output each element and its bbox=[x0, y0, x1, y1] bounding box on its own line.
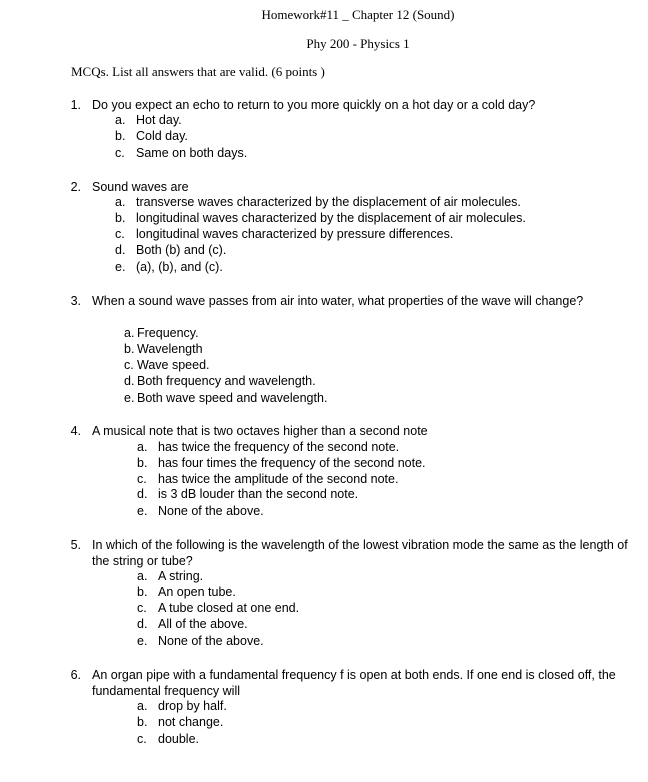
option-text: Both wave speed and wavelength. bbox=[137, 391, 328, 405]
option-a bbox=[137, 699, 227, 714]
option-text: Hot day. bbox=[136, 113, 182, 127]
option-b bbox=[124, 342, 203, 357]
option-letter: e. bbox=[115, 260, 126, 274]
question-number: 2. bbox=[70, 180, 81, 194]
option-letter: b. bbox=[115, 211, 126, 225]
option-letter: a. bbox=[115, 113, 126, 127]
instructions: MCQs. List all answers that are valid. (6 points ) bbox=[71, 64, 325, 79]
option-letter: c. bbox=[137, 472, 147, 486]
question-text: Sound waves are bbox=[92, 180, 189, 194]
option-text: has four times the frequency of the second note. bbox=[158, 456, 426, 470]
option-b bbox=[115, 211, 526, 226]
option-text: A string. bbox=[158, 569, 204, 583]
question-number: 1. bbox=[70, 98, 81, 112]
option-text: Cold day. bbox=[136, 129, 188, 143]
option-letter: d. bbox=[137, 617, 148, 631]
option-letter: b. bbox=[124, 342, 135, 356]
option-letter: a. bbox=[124, 326, 135, 340]
option-letter: d. bbox=[137, 487, 148, 501]
question-text: Do you expect an echo to return to you more quickly on a hot day or a cold day? bbox=[92, 98, 536, 112]
option-letter: e. bbox=[137, 504, 148, 518]
option-text: transverse waves characterized by the displacement of air molecules. bbox=[136, 195, 521, 209]
option-letter: e. bbox=[137, 634, 148, 648]
option-text: longitudinal waves characterized by the displacement of air molecules. bbox=[136, 211, 526, 225]
question-number: 3. bbox=[70, 294, 81, 308]
option-letter: c. bbox=[115, 146, 125, 160]
option-text: has twice the frequency of the second note. bbox=[158, 440, 400, 454]
option-letter: c. bbox=[124, 358, 134, 372]
option-letter: a. bbox=[137, 569, 148, 583]
option-letter: b. bbox=[115, 129, 126, 143]
option-letter: a. bbox=[137, 699, 148, 713]
option-letter: a. bbox=[137, 440, 148, 454]
question-number: 6. bbox=[70, 668, 81, 682]
option-c bbox=[115, 146, 247, 161]
option-a bbox=[115, 195, 521, 210]
option-c bbox=[124, 358, 210, 373]
option-a bbox=[115, 113, 182, 128]
option-text: double. bbox=[158, 732, 200, 746]
option-letter: e. bbox=[124, 391, 135, 405]
option-e bbox=[115, 260, 223, 275]
option-d bbox=[115, 243, 226, 258]
option-e bbox=[124, 391, 327, 406]
question-text: In which of the following is the wavelength of the lowest vibration mode the same as the length of the string or tube? bbox=[92, 538, 628, 568]
option-text: drop by half. bbox=[158, 699, 227, 713]
option-b bbox=[137, 715, 223, 730]
option-letter: c. bbox=[137, 601, 147, 615]
question-number: 4. bbox=[70, 424, 81, 438]
option-c bbox=[115, 227, 453, 242]
option-letter: b. bbox=[137, 715, 148, 729]
option-b bbox=[115, 129, 188, 144]
course-name: Phy 200 - Physics 1 bbox=[306, 36, 410, 51]
option-c bbox=[137, 472, 398, 487]
option-text: longitudinal waves characterized by pressure differences. bbox=[136, 227, 454, 241]
option-d bbox=[124, 374, 316, 389]
option-e bbox=[137, 504, 264, 519]
option-letter: c. bbox=[137, 732, 147, 746]
document-title: Homework#11 _ Chapter 12 (Sound) bbox=[261, 7, 455, 22]
option-b bbox=[137, 585, 236, 600]
option-d bbox=[137, 487, 358, 502]
option-text: Both (b) and (c). bbox=[136, 243, 227, 257]
option-text: Same on both days. bbox=[136, 146, 248, 160]
question-text: A musical note that is two octaves higher than a second note bbox=[92, 424, 428, 438]
option-d bbox=[137, 617, 248, 632]
option-text: Wavelength bbox=[137, 342, 203, 356]
option-c bbox=[137, 732, 199, 747]
option-text: has twice the amplitude of the second note. bbox=[158, 472, 399, 486]
option-text: A tube closed at one end. bbox=[158, 601, 300, 615]
option-b bbox=[137, 456, 426, 471]
question-number: 5. bbox=[70, 538, 81, 552]
option-e bbox=[137, 634, 264, 649]
option-c bbox=[137, 601, 299, 616]
option-letter: d. bbox=[124, 374, 135, 388]
option-a bbox=[137, 440, 399, 455]
option-text: Wave speed. bbox=[137, 358, 210, 372]
question-text: When a sound wave passes from air into water, what properties of the wave will change? bbox=[92, 294, 584, 308]
option-a bbox=[137, 569, 203, 584]
option-text: not change. bbox=[158, 715, 224, 729]
option-text: Both frequency and wavelength. bbox=[137, 374, 316, 388]
option-text: is 3 dB louder than the second note. bbox=[158, 487, 359, 501]
option-text: An open tube. bbox=[158, 585, 236, 599]
option-text: Frequency. bbox=[137, 326, 199, 340]
question-text: An organ pipe with a fundamental frequency f is open at both ends. If one end is closed off, the fundamental frequency will bbox=[92, 668, 616, 698]
option-letter: c. bbox=[115, 227, 125, 241]
option-letter: d. bbox=[115, 243, 126, 257]
option-letter: a. bbox=[115, 195, 126, 209]
option-text: All of the above. bbox=[158, 617, 248, 631]
option-letter: b. bbox=[137, 585, 148, 599]
option-a bbox=[124, 326, 199, 341]
option-text: None of the above. bbox=[158, 504, 264, 518]
option-letter: b. bbox=[137, 456, 148, 470]
option-text: (a), (b), and (c). bbox=[136, 260, 223, 274]
option-text: None of the above. bbox=[158, 634, 264, 648]
